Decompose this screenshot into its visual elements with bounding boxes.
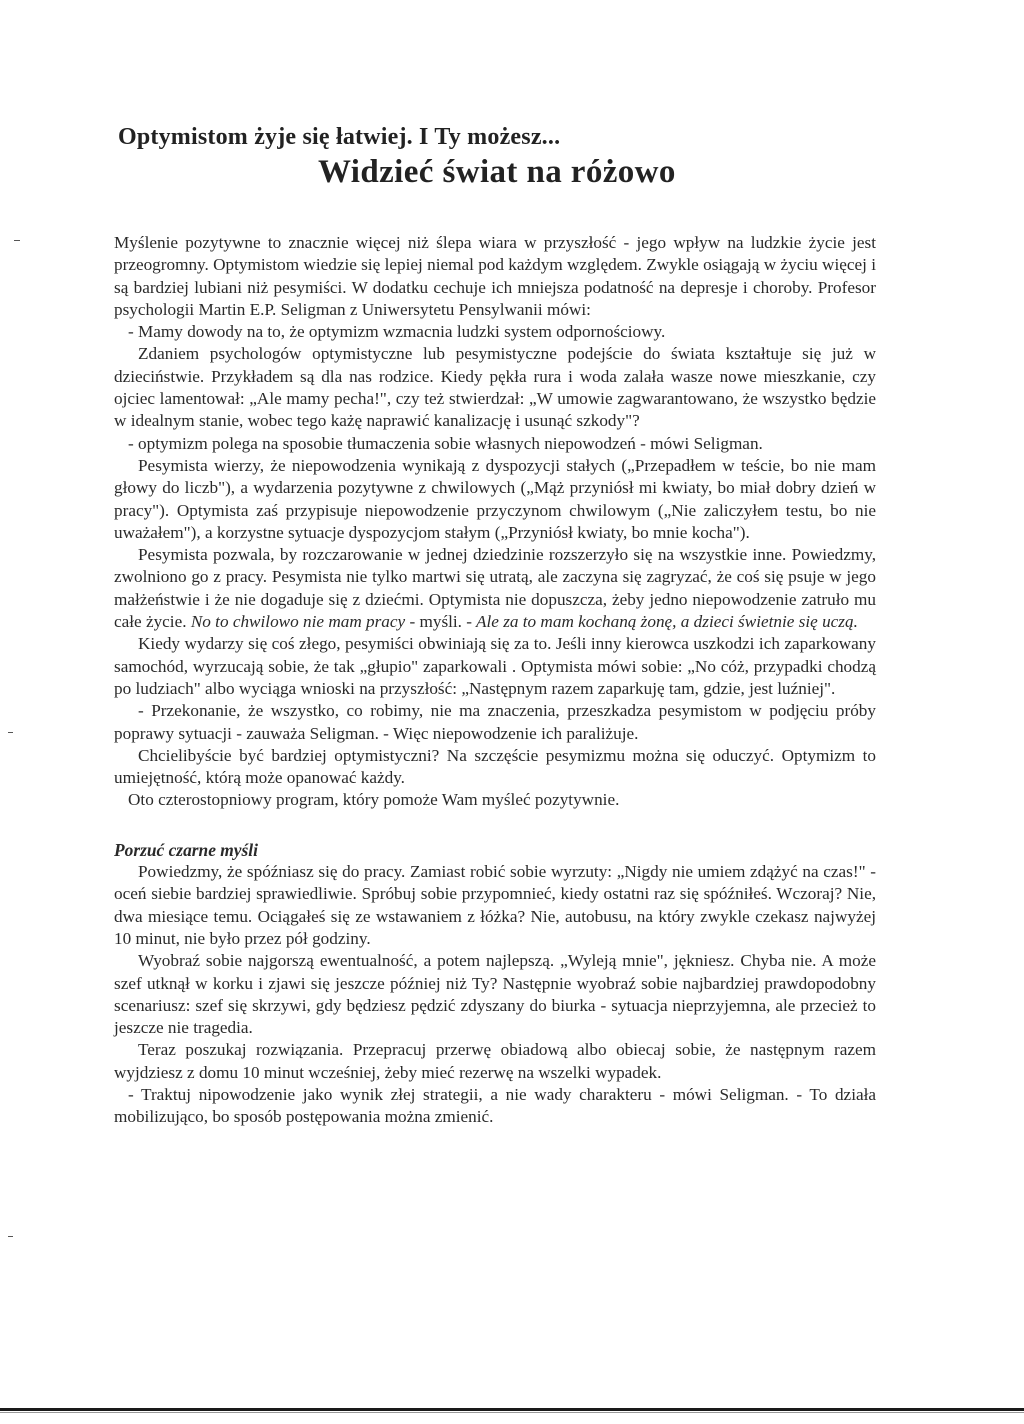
scan-margin-mark	[14, 240, 20, 241]
paragraph-dispositions: Pesymista wierzy, że niepowodzenia wynikają z dyspozycji stałych („Przepadłem w teście, bo nie mam głowy do liczb"), a wydarzenia pozytywne z chwilowych („Mąż przyniósł mi kwiaty, bo miał dobry dzień w pracy"). Optymista zaś przypisuje niepowodzenie przyczynom chwilowym („Nie zaliczyłem testu, bo nie uważałem"), a korzystne sytuacje dyspozycjom stałym („Przyniósł kwiaty, bo mnie kocha").	[114, 455, 876, 542]
section-paragraph-strategy: - Traktuj nipowodzenie jako wynik złej strategii, a nie wady charakteru - mówi Seligman. - To działa mobilizująco, bo sposób postępowania można zmienić.	[114, 1084, 876, 1127]
optimist-thinks-word: myśli.	[419, 612, 462, 632]
article-headline: Widzieć świat na różowo	[318, 154, 676, 190]
paragraph-childhood: Zdaniem psychologów optymistyczne lub pesymistyczne podejście do świata kształtuje się już w dzieciństwie. Przykładem są dla nas rodzice. Kiedy pękła rura i woda zalała wasze nowe mieszkanie, czy ojciec lamentował: „Ale mamy pecha!", czy też stwierdzał: „W umowie zagwarantowano, że wszystko będzie w idealnym stanie, wobec tego każę naprawić kanalizację i usunąć szkody"?	[114, 344, 876, 431]
optimist-thought-italic: No to chwilowo nie mam pracy -	[190, 612, 416, 632]
scan-bottom-edge-shadow	[0, 1412, 1024, 1413]
section-heading: Porzuć czarne myśli	[114, 839, 258, 860]
paragraph-blame: Kiedy wydarzy się coś złego, pesymiści obwiniają się za to. Jeśli inny kierowca uszkodzi ich zaparkowany samochód, wyrzucają sobie, że tak „głupio" zaparkowali . Optymista mówi sobie: „No cóż, przypadki chodzą po ludziach" albo wyciąga wnioski na przyszłość: „Następnym razem zaparkuję tam, gdzie, jest luźniej".	[114, 634, 876, 698]
scan-margin-mark	[8, 1236, 13, 1237]
scan-bottom-edge	[0, 1408, 1024, 1411]
optimist-thought-italic-2: - Ale za to mam kochaną żonę, a dzieci świetnie się uczą.	[466, 612, 858, 632]
article-body	[114, 232, 876, 1129]
paragraph-disappointment	[114, 544, 876, 633]
section-paragraph-solution: Teraz poszukaj rozwiązania. Przepracuj przerwę obiadową albo obiecaj sobie, że następnym razem wyjdziesz z domu 10 minut wcześniej, żeby mieć rezerwę na wszelki wypadek.	[114, 1040, 876, 1082]
section-paragraph-late: Powiedzmy, że spóźniasz się do pracy. Zamiast robić sobie wyrzuty: „Nigdy nie umiem zdążyć na czas!" - oceń siebie bardziej sprawiedliwie. Spróbuj sobie przypomnieć, kiedy ostatni raz się spóźniłeś. Wczoraj? Nie, dwa miesiące temu. Ociągałeś się ze wstawaniem z łóżka? Nie, autobusu, na który zwykle czekasz najwyżej 10 minut, nie było przez pół godziny.	[114, 862, 876, 948]
paragraph-disappointment-text: Pesymista pozwala, by rozczarowanie w jednej dziedzinie rozszerzyło się na wszystkie inne. Powiedzmy, zwolniono go z pracy. Pesymista nie tylko martwi się utratą, ale zaczyna się zagryzać, że coś się psuje w jego małżeństwie i że nie dogaduje się z dziećmi. Optymista nie dopuszcza, żeby jedno niepowodzenie zatruło mu całe życie.	[114, 545, 876, 632]
paragraph-quote-explanation: - optymizm polega na sposobie tłumaczenia sobie własnych niepowodzeń - mówi Seligman.	[128, 433, 763, 453]
paragraph-program: Oto czterostopniowy program, który pomoże Wam myśleć pozytywnie.	[128, 790, 620, 810]
paragraph-intro: Myślenie pozytywne to znacznie więcej niż ślepa wiara w przyszłość - jego wpływ na ludzkie życie jest przeogromny. Optymistom wiedzie się lepiej niemal pod każdym względem. Zwykle osiągają w życiu więcej i są bardziej lubiani niż pesymiści. W dodatku cechuje ich mniejsza podatność na depresje i choroby. Profesor psychologii Martin E.P. Seligman z Uniwersytetu Pensylwanii mówi:	[114, 233, 876, 319]
article-kicker: Optymistom żyje się łatwiej. I Ty możesz...	[118, 124, 561, 150]
scan-margin-mark	[8, 732, 13, 733]
paragraph-unlearn: Chcielibyście być bardziej optymistyczni? Na szczęście pesymizmu można się oduczyć. Optymizm to umiejętność, którą może opanować każdy.	[114, 745, 876, 788]
paragraph-conviction: - Przekonanie, że wszystko, co robimy, nie ma znaczenia, przeszkadza pesymistom w podjęciu próby poprawy sytuacji - zauważa Seligman. - Więc niepowodzenie ich paraliżuje.	[114, 701, 876, 743]
paragraph-quote-immune: - Mamy dowody na to, że optymizm wzmacnia ludzki system odpornościowy.	[128, 322, 666, 342]
section-paragraph-worst-case: Wyobraź sobie najgorszą ewentualność, a potem najlepszą. „Wyleją mnie", jękniesz. Chyba nie. A może szef utknął w korku i zjawi się jeszcze później niż Ty? Następnie wyobraź sobie najbardziej prawdopodobny scenariusz: szef się skrzywi, gdy będziesz pędzić zdyszany do biurka - sytuacja nieprzyjemna, ale przecież to jeszcze nie tragedia.	[114, 951, 876, 1038]
